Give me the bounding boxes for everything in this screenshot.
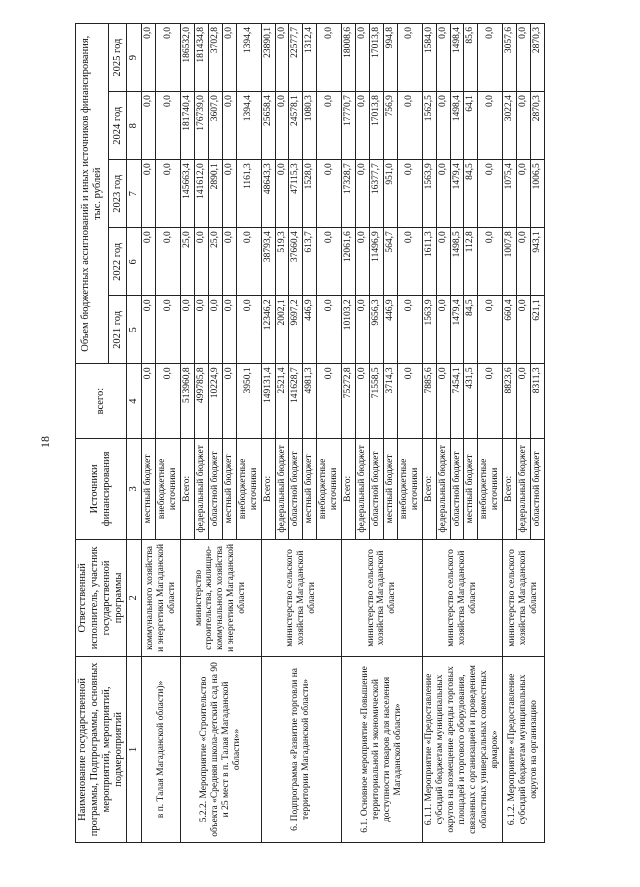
year-value-cell: 0,0	[208, 296, 222, 364]
year-value-cell: 0,0	[356, 228, 370, 296]
year-value-cell: 22577,7	[289, 24, 303, 92]
year-value-cell: 17013,8	[369, 24, 383, 92]
funding-source-cell: областной бюджет	[450, 438, 464, 539]
year-value-cell: 0,0	[142, 160, 156, 228]
year-value-cell: 3607,0	[208, 92, 222, 160]
column-index: 9	[127, 24, 142, 92]
funding-source-cell: областной бюджет	[531, 438, 545, 539]
year-value-cell: 0,0	[181, 296, 195, 364]
year-value-cell: 1498,4	[450, 24, 464, 92]
year-value-cell: 176739,0	[195, 92, 209, 160]
funding-source-cell: местный бюджет	[222, 438, 236, 539]
table-row	[142, 24, 156, 843]
year-value-cell: 0,0	[142, 296, 156, 364]
header-year: 2024 год	[108, 92, 126, 160]
total-value-cell: 3950,1	[236, 364, 261, 438]
year-value-cell: 0,0	[156, 92, 181, 160]
year-value-cell: 1498,5	[450, 228, 464, 296]
funding-source-cell: внебюджетные источники	[397, 438, 422, 539]
responsible-cell: министерство строительства, жилищно-коммунального хозяйства и энергетики Магаданской области	[181, 539, 262, 656]
responsible-cell: министерство сельского хозяйства Магаданской области	[261, 539, 342, 656]
year-value-cell: 0,0	[397, 228, 422, 296]
year-value-cell: 84,5	[464, 296, 478, 364]
year-value-cell: 17013,8	[369, 92, 383, 160]
year-value-cell: 112,8	[464, 228, 478, 296]
total-value-cell: 7454,1	[450, 364, 464, 438]
year-value-cell: 1394,4	[236, 24, 261, 92]
year-value-cell: 23890,1	[261, 24, 275, 92]
table-row	[342, 24, 356, 843]
total-value-cell: 4981,3	[303, 364, 317, 438]
year-value-cell: 0,0	[222, 92, 236, 160]
year-value-cell: 0,0	[222, 296, 236, 364]
program-name-cell: 6.1.1. Мероприятие «Предоставление субсидий бюджетам муниципальных округов на возмещение аренды торговых площадей и торгового оборудования, связанных с организацией и проведением областных универсальных совместных ярмарок»	[422, 656, 503, 842]
year-value-cell: 3702,8	[208, 24, 222, 92]
total-value-cell: 3714,3	[383, 364, 397, 438]
header-year: 2025 год	[108, 24, 126, 92]
year-value-cell: 0,0	[317, 92, 342, 160]
year-value-cell: 12346,2	[261, 296, 275, 364]
total-value-cell: 0,0	[356, 364, 370, 438]
year-value-cell: 0,0	[478, 228, 503, 296]
year-value-cell: 0,0	[517, 24, 531, 92]
year-value-cell: 1563,9	[422, 160, 436, 228]
year-value-cell: 12061,6	[342, 228, 356, 296]
year-value-cell: 9656,3	[369, 296, 383, 364]
year-value-cell: 0,0	[142, 24, 156, 92]
year-value-cell: 1075,4	[503, 160, 517, 228]
column-index: 5	[127, 296, 142, 364]
year-value-cell: 660,4	[503, 296, 517, 364]
total-value-cell: 431,5	[464, 364, 478, 438]
funding-source-cell: областной бюджет	[208, 438, 222, 539]
year-value-cell: 0,0	[222, 24, 236, 92]
program-name-cell: 6.1.2. Мероприятие «Предоставление субсидий бюджетам муниципальных округов на организацию	[503, 656, 545, 842]
total-value-cell: 0,0	[156, 364, 181, 438]
year-value-cell: 48643,3	[261, 160, 275, 228]
year-value-cell: 756,9	[383, 92, 397, 160]
year-value-cell: 10103,2	[342, 296, 356, 364]
year-value-cell: 1161,3	[236, 160, 261, 228]
year-value-cell: 9697,2	[289, 296, 303, 364]
year-value-cell: 0,0	[222, 160, 236, 228]
year-value-cell: 18008,6	[342, 24, 356, 92]
year-value-cell: 17328,7	[342, 160, 356, 228]
year-value-cell: 0,0	[195, 228, 209, 296]
year-value-cell: 1584,0	[422, 24, 436, 92]
funding-source-cell: Всего:	[181, 438, 195, 539]
year-value-cell: 1611,3	[422, 228, 436, 296]
year-value-cell: 0,0	[517, 296, 531, 364]
year-value-cell: 0,0	[317, 24, 342, 92]
program-name-cell: в п. Талая Магаданской области)»	[142, 656, 181, 842]
year-value-cell: 1479,4	[450, 296, 464, 364]
table-row	[503, 24, 517, 843]
responsible-cell: министерство сельского хозяйства Магаданской области	[342, 539, 423, 656]
total-value-cell: 141628,7	[289, 364, 303, 438]
header-year: 2022 год	[108, 228, 126, 296]
year-value-cell: 1528,0	[303, 160, 317, 228]
column-index: 1	[127, 656, 142, 842]
year-value-cell: 564,7	[383, 228, 397, 296]
year-value-cell: 0,0	[356, 24, 370, 92]
year-value-cell: 0,0	[436, 92, 450, 160]
year-value-cell: 1563,9	[422, 296, 436, 364]
header-year: 2021 год	[108, 296, 126, 364]
year-value-cell: 0,0	[397, 24, 422, 92]
column-index: 4	[127, 364, 142, 438]
funding-source-cell: федеральный бюджет	[436, 438, 450, 539]
header-name: Наименование государственной программы, Подпрограммы, основных мероприятий, мероприятий, подмероприятий	[76, 656, 127, 842]
funding-source-cell: внебюджетные источники	[156, 438, 181, 539]
year-value-cell: 2870,3	[531, 92, 545, 160]
funding-source-cell: областной бюджет	[289, 438, 303, 539]
responsible-cell: министерство сельского хозяйства Магаданской области	[422, 539, 503, 656]
column-index: 6	[127, 228, 142, 296]
funding-source-cell: внебюджетные источники	[236, 438, 261, 539]
year-value-cell: 0,0	[142, 228, 156, 296]
year-value-cell: 3022,4	[503, 92, 517, 160]
year-value-cell: 446,9	[383, 296, 397, 364]
total-value-cell: 2521,4	[275, 364, 289, 438]
year-value-cell: 0,0	[397, 92, 422, 160]
year-value-cell: 3057,6	[503, 24, 517, 92]
year-value-cell: 1394,4	[236, 92, 261, 160]
year-value-cell: 0,0	[478, 24, 503, 92]
budget-table	[75, 23, 545, 843]
funding-source-cell: Всего:	[503, 438, 517, 539]
funding-source-cell: федеральный бюджет	[517, 438, 531, 539]
total-value-cell: 7885,6	[422, 364, 436, 438]
total-value-cell: 0,0	[397, 364, 422, 438]
year-value-cell: 145663,4	[181, 160, 195, 228]
total-value-cell: 0,0	[222, 364, 236, 438]
header-total: всего:	[76, 364, 127, 438]
column-index: 3	[127, 438, 142, 539]
year-value-cell: 0,0	[478, 92, 503, 160]
year-value-cell: 0,0	[317, 296, 342, 364]
total-value-cell: 499785,8	[195, 364, 209, 438]
year-value-cell: 0,0	[478, 296, 503, 364]
year-value-cell: 0,0	[236, 296, 261, 364]
funding-source-cell: местный бюджет	[464, 438, 478, 539]
year-value-cell: 0,0	[356, 92, 370, 160]
year-value-cell: 0,0	[317, 160, 342, 228]
year-value-cell: 25,0	[181, 228, 195, 296]
year-value-cell: 0,0	[275, 92, 289, 160]
budget-table-rotated	[75, 23, 640, 843]
page-number: 18	[38, 436, 52, 448]
total-value-cell: 0,0	[478, 364, 503, 438]
year-value-cell: 0,0	[478, 160, 503, 228]
year-value-cell: 994,8	[383, 24, 397, 92]
header-responsible: Ответственный исполнитель, участник государственной программы	[76, 539, 127, 656]
year-value-cell: 16377,7	[369, 160, 383, 228]
year-value-cell: 446,9	[303, 296, 317, 364]
year-value-cell: 0,0	[517, 160, 531, 228]
year-value-cell: 0,0	[436, 296, 450, 364]
year-value-cell: 0,0	[236, 228, 261, 296]
year-value-cell: 25658,4	[261, 92, 275, 160]
year-value-cell: 181740,4	[181, 92, 195, 160]
year-value-cell: 181434,8	[195, 24, 209, 92]
year-value-cell: 0,0	[397, 160, 422, 228]
total-value-cell: 0,0	[436, 364, 450, 438]
year-value-cell: 0,0	[156, 160, 181, 228]
program-name-cell: 6.1. Основное мероприятие «Повышение территориальной и экономической доступности товаров для населения Магаданской области»	[342, 656, 423, 842]
year-value-cell: 0,0	[222, 228, 236, 296]
year-value-cell: 951,0	[383, 160, 397, 228]
year-value-cell: 0,0	[397, 296, 422, 364]
funding-source-cell: областной бюджет	[369, 438, 383, 539]
header-group: Объем бюджетных ассигнований и иных источников финансирования, тыс. рублей	[76, 24, 109, 364]
total-value-cell: 0,0	[517, 364, 531, 438]
year-value-cell: 0,0	[436, 24, 450, 92]
table-row	[181, 24, 195, 843]
year-value-cell: 1479,4	[450, 160, 464, 228]
year-value-cell: 85,6	[464, 24, 478, 92]
year-value-cell: 25,0	[208, 228, 222, 296]
year-value-cell: 1080,3	[303, 92, 317, 160]
funding-source-cell: федеральный бюджет	[356, 438, 370, 539]
header-source: Источники финансирования	[76, 438, 127, 539]
total-value-cell: 71558,5	[369, 364, 383, 438]
year-value-cell: 0,0	[517, 228, 531, 296]
year-value-cell: 613,7	[303, 228, 317, 296]
program-name-cell: 6. Подпрограмма «Развитие торговли на территории Магаданской области»	[261, 656, 342, 842]
year-value-cell: 1312,4	[303, 24, 317, 92]
year-value-cell: 0,0	[356, 296, 370, 364]
total-value-cell: 10224,9	[208, 364, 222, 438]
year-value-cell: 24578,1	[289, 92, 303, 160]
year-value-cell: 0,0	[317, 228, 342, 296]
total-value-cell: 0,0	[317, 364, 342, 438]
year-value-cell: 1006,5	[531, 160, 545, 228]
total-value-cell: 149131,4	[261, 364, 275, 438]
header-year: 2023 год	[108, 160, 126, 228]
year-value-cell: 0,0	[195, 296, 209, 364]
year-value-cell: 943,1	[531, 228, 545, 296]
year-value-cell: 11496,9	[369, 228, 383, 296]
year-value-cell: 1562,5	[422, 92, 436, 160]
total-value-cell: 513960,8	[181, 364, 195, 438]
funding-source-cell: местный бюджет	[142, 438, 156, 539]
funding-source-cell: Всего:	[261, 438, 275, 539]
column-index: 8	[127, 92, 142, 160]
year-value-cell: 0,0	[142, 92, 156, 160]
table-body	[142, 24, 545, 843]
responsible-cell: коммунального хозяйства и энергетики Магаданской области	[142, 539, 181, 656]
year-value-cell: 64,1	[464, 92, 478, 160]
program-name-cell: 5.2.2. Мероприятие «Строительство объекта «Средняя школа-детский сад на 90 и 25 мест в п. Талая Магаданской области»»	[181, 656, 262, 842]
year-value-cell: 0,0	[436, 228, 450, 296]
year-value-cell: 0,0	[356, 160, 370, 228]
funding-source-cell: местный бюджет	[303, 438, 317, 539]
year-value-cell: 0,0	[275, 160, 289, 228]
year-value-cell: 84,5	[464, 160, 478, 228]
funding-source-cell: внебюджетные источники	[478, 438, 503, 539]
total-value-cell: 8823,6	[503, 364, 517, 438]
column-index: 2	[127, 539, 142, 656]
year-value-cell: 141612,0	[195, 160, 209, 228]
column-index: 7	[127, 160, 142, 228]
total-value-cell: 75272,8	[342, 364, 356, 438]
table-row	[422, 24, 436, 843]
year-value-cell: 0,0	[156, 228, 181, 296]
funding-source-cell: внебюджетные источники	[317, 438, 342, 539]
year-value-cell: 37660,4	[289, 228, 303, 296]
year-value-cell: 0,0	[436, 160, 450, 228]
year-value-cell: 0,0	[517, 92, 531, 160]
year-value-cell: 0,0	[156, 296, 181, 364]
year-value-cell: 17770,7	[342, 92, 356, 160]
year-value-cell: 621,1	[531, 296, 545, 364]
year-value-cell: 186532,0	[181, 24, 195, 92]
total-value-cell: 8311,3	[531, 364, 545, 438]
year-value-cell: 38793,4	[261, 228, 275, 296]
funding-source-cell: федеральный бюджет	[195, 438, 209, 539]
table-row	[261, 24, 275, 843]
total-value-cell: 0,0	[142, 364, 156, 438]
year-value-cell: 47115,3	[289, 160, 303, 228]
funding-source-cell: местный бюджет	[383, 438, 397, 539]
funding-source-cell: Всего:	[342, 438, 356, 539]
funding-source-cell: федеральный бюджет	[275, 438, 289, 539]
year-value-cell: 2870,3	[531, 24, 545, 92]
year-value-cell: 0,0	[275, 24, 289, 92]
responsible-cell: министерство сельского хозяйства Магаданской области	[503, 539, 545, 656]
year-value-cell: 519,3	[275, 228, 289, 296]
year-value-cell: 1007,8	[503, 228, 517, 296]
funding-source-cell: Всего:	[422, 438, 436, 539]
year-value-cell: 0,0	[156, 24, 181, 92]
year-value-cell: 2890,1	[208, 160, 222, 228]
year-value-cell: 2002,1	[275, 296, 289, 364]
year-value-cell: 1498,4	[450, 92, 464, 160]
